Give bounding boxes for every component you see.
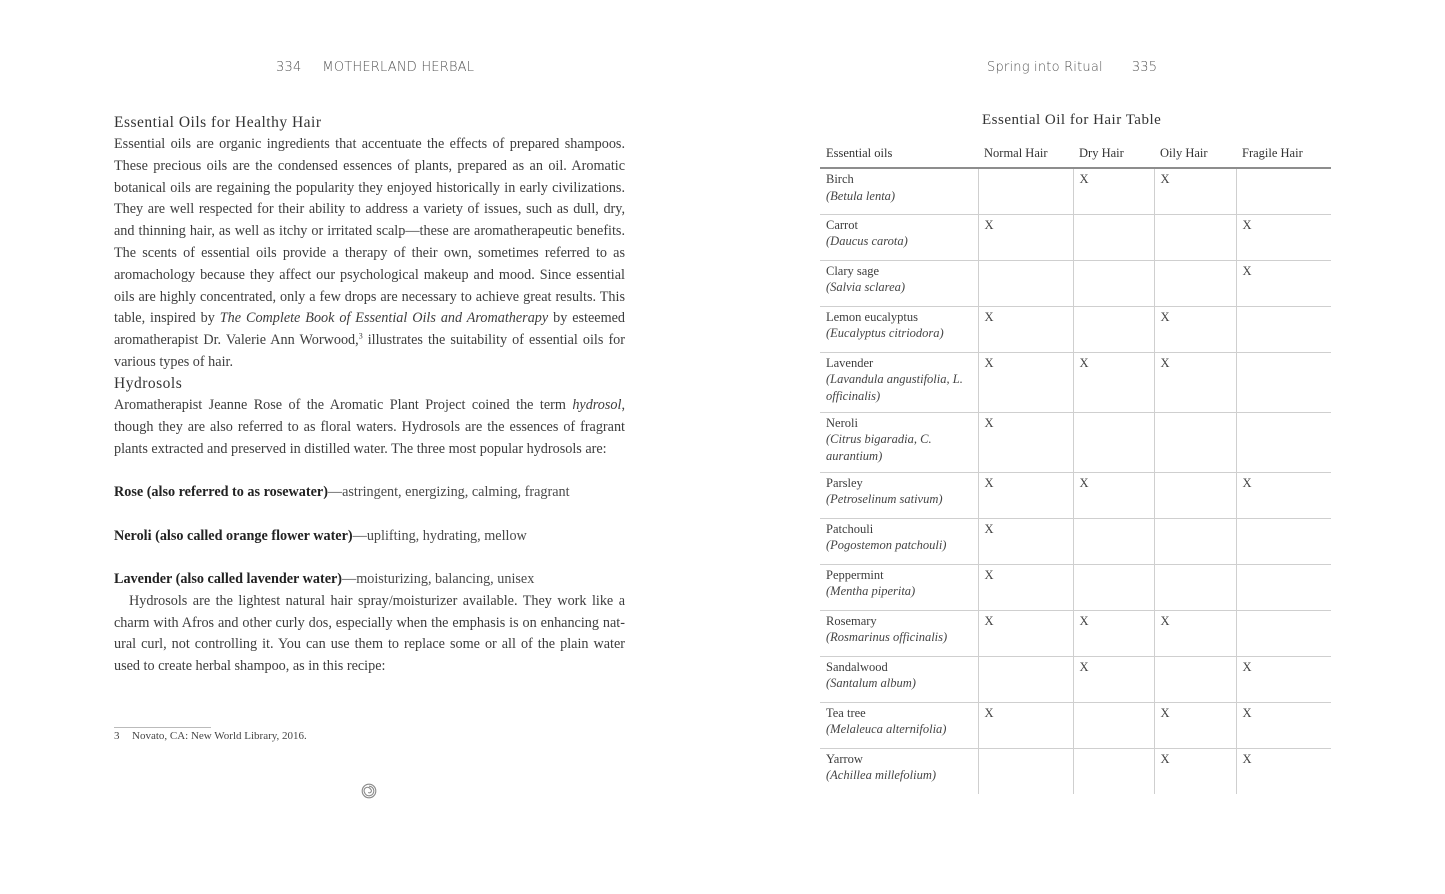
- oil-name: Lemon eucalyptus: [826, 309, 918, 324]
- normal-hair-cell: X: [978, 352, 1073, 412]
- oil-latin-name: (Daucus carota): [826, 234, 908, 248]
- normal-hair-cell: [978, 748, 1073, 794]
- oil-name: Parsley: [826, 475, 863, 490]
- fragile-hair-cell: [1236, 610, 1331, 656]
- hydrosol-name: Neroli (also called orange flower water): [114, 528, 353, 544]
- chapter-title: Spring into Ritual: [987, 60, 1103, 75]
- oily-hair-cell: [1154, 260, 1236, 306]
- normal-hair-cell: X: [978, 564, 1073, 610]
- footnote-text: Novato, CA: New World Library, 2016.: [132, 730, 307, 742]
- oil-name: Birch: [826, 172, 854, 186]
- dry-hair-cell: [1073, 412, 1154, 472]
- table-row: [820, 610, 1331, 656]
- hydrosol-list-item: [114, 482, 625, 504]
- table-row: [820, 748, 1331, 794]
- oily-hair-cell: X: [1154, 610, 1236, 656]
- table-title: Essential Oil for Hair Table: [982, 112, 1162, 128]
- hydrosol-item-rose: [114, 482, 625, 504]
- dry-hair-cell: [1073, 260, 1154, 306]
- page-number: 334: [276, 60, 302, 75]
- paragraph-text: , though they are also referred to as floral waters. Hydrosols are the essences of fragrant plants extracted and preserved in distilled water. The three most popular hydrosols are:: [114, 397, 625, 457]
- dry-hair-cell: [1073, 214, 1154, 260]
- fragile-hair-cell: [1236, 564, 1331, 610]
- oil-name: Clary sage: [826, 263, 880, 278]
- table-row: [820, 352, 1331, 412]
- oil-latin-name: (Salvia sclarea): [826, 280, 906, 294]
- oil-latin-name: (Melaleuca alternifolia): [826, 722, 947, 736]
- hydrosol-name: Rose (also referred to as rosewater): [114, 484, 328, 500]
- dry-hair-cell: [1073, 518, 1154, 564]
- footnote-number: 3: [114, 730, 120, 742]
- footnote: [114, 730, 307, 742]
- table-row: [820, 518, 1331, 564]
- oil-latin-name: (Achillea millefolium): [826, 768, 937, 782]
- oil-cell: [820, 306, 978, 352]
- table-row: [820, 260, 1331, 306]
- hydrosols-closing-paragraph: [114, 591, 625, 678]
- hydrosol-list-item: [114, 569, 625, 591]
- fragile-hair-cell: X: [1236, 214, 1331, 260]
- fragile-hair-cell: X: [1236, 748, 1331, 794]
- footnote-reference[interactable]: 3: [358, 331, 363, 341]
- dry-hair-cell: [1073, 702, 1154, 748]
- dry-hair-cell: [1073, 748, 1154, 794]
- oil-name: Neroli: [826, 415, 858, 430]
- table-row: [820, 656, 1331, 702]
- normal-hair-cell: X: [978, 306, 1073, 352]
- oily-hair-cell: [1154, 472, 1236, 518]
- hydrosol-description: —astringent, energizing, calming, fragrant: [327, 484, 570, 500]
- paragraph-text: Hydrosols are the lightest natural hair spray/moisturizer available. They work like a charm with Afros and other curly dos, especially when the emphasis is on enhancing natural curl, not controlling it. You can use them to replace some or all of the plain water used to create herbal shampoo, as in this recipe:: [114, 592, 625, 675]
- hydrosols-intro: [114, 395, 625, 460]
- oil-latin-name: (Santalum album): [826, 676, 916, 690]
- fragile-hair-cell: X: [1236, 702, 1331, 748]
- normal-hair-cell: X: [978, 610, 1073, 656]
- book-reference: The Complete Book of Essential Oils and Aromatherapy: [219, 310, 549, 327]
- fragile-hair-cell: X: [1236, 472, 1331, 518]
- right-page: [722, 0, 1445, 894]
- fragile-hair-cell: [1236, 306, 1331, 352]
- oil-name: Rosemary: [826, 613, 877, 628]
- section-title: Hydrosols: [114, 375, 183, 392]
- column-header-fragile-hair: Fragile Hair: [1236, 143, 1331, 168]
- oily-hair-cell: X: [1154, 306, 1236, 352]
- fragile-hair-cell: X: [1236, 260, 1331, 306]
- book-title: MOTHERLAND HERBAL: [322, 60, 475, 75]
- oil-name: Carrot: [826, 217, 858, 232]
- page-number: 335: [1131, 60, 1158, 75]
- fragile-hair-cell: [1236, 518, 1331, 564]
- oily-hair-cell: X: [1154, 168, 1236, 214]
- oil-name: Lavender: [826, 355, 874, 370]
- table-row: [820, 214, 1331, 260]
- oil-latin-name: (Eucalyptus citriodora): [826, 326, 944, 340]
- oil-name: Peppermint: [826, 567, 884, 582]
- normal-hair-cell: [978, 168, 1073, 214]
- oil-cell: [820, 412, 978, 472]
- normal-hair-cell: [978, 656, 1073, 702]
- oily-hair-cell: X: [1154, 702, 1236, 748]
- footnote-divider: [114, 727, 211, 728]
- section-essential-oils: [114, 112, 625, 374]
- oily-hair-cell: [1154, 518, 1236, 564]
- oil-latin-name: (Petroselinum sativum): [826, 492, 943, 506]
- oil-name: Tea tree: [826, 705, 866, 720]
- dry-hair-cell: X: [1073, 168, 1154, 214]
- oil-cell: [820, 472, 978, 518]
- column-header-dry-hair: Dry Hair: [1073, 143, 1154, 168]
- dry-hair-cell: X: [1073, 472, 1154, 518]
- paragraph-text: Aromatherapist Jeanne Rose of the Aromatic Plant Project coined the term: [114, 397, 573, 413]
- oily-hair-cell: [1154, 412, 1236, 472]
- hydrosol-description: —moisturizing, balancing, unisex: [342, 571, 535, 587]
- table-header-row: [820, 143, 1331, 168]
- hydrosol-list-item: [114, 526, 625, 548]
- oil-latin-name: (Betula lenta): [826, 188, 896, 203]
- table-row: [820, 472, 1331, 518]
- oily-hair-cell: [1154, 656, 1236, 702]
- normal-hair-cell: X: [978, 412, 1073, 472]
- hydrosol-description: —uplifting, hydrating, mellow: [352, 528, 527, 544]
- running-head-right: [987, 60, 1157, 75]
- fragile-hair-cell: [1236, 352, 1331, 412]
- oily-hair-cell: X: [1154, 748, 1236, 794]
- oil-name: Patchouli: [826, 521, 874, 536]
- oil-cell: [820, 214, 978, 260]
- oil-cell: [820, 168, 978, 214]
- column-header-normal-hair: Normal Hair: [978, 143, 1073, 168]
- table-row: [820, 168, 1331, 214]
- oil-cell: [820, 260, 978, 306]
- oil-cell: [820, 656, 978, 702]
- table-row: [820, 564, 1331, 610]
- dry-hair-cell: [1073, 306, 1154, 352]
- table-row: [820, 702, 1331, 748]
- dry-hair-cell: X: [1073, 352, 1154, 412]
- fragile-hair-cell: [1236, 412, 1331, 472]
- column-header-essential-oils: Essential oils: [820, 143, 978, 168]
- left-page: [0, 0, 722, 894]
- dry-hair-cell: X: [1073, 610, 1154, 656]
- normal-hair-cell: [978, 260, 1073, 306]
- normal-hair-cell: X: [978, 472, 1073, 518]
- oil-latin-name: (Pogostemon patchouli): [826, 538, 947, 552]
- oily-hair-cell: [1154, 214, 1236, 260]
- essential-oil-hair-table: [820, 143, 1331, 794]
- oil-cell: [820, 352, 978, 412]
- oil-name: Sandalwood: [826, 659, 888, 674]
- column-header-oily-hair: Oily Hair: [1154, 143, 1236, 168]
- paragraph-text: by esteemed aromatherapist Dr. Valerie Ann Worwood,: [114, 310, 626, 349]
- oil-cell: [820, 748, 978, 794]
- section-hydrosols: [114, 373, 625, 460]
- oily-hair-cell: X: [1154, 352, 1236, 412]
- term-hydrosol: hydrosol: [572, 397, 622, 413]
- dry-hair-cell: X: [1073, 656, 1154, 702]
- fragile-hair-cell: X: [1236, 656, 1331, 702]
- paragraph-text: illustrates the suitability of essential oils for various types of hair.: [114, 332, 625, 370]
- fragile-hair-cell: [1236, 168, 1331, 214]
- oil-latin-name: (Citrus bigaradia, C. aurantium): [826, 432, 932, 463]
- oil-name: Yarrow: [826, 751, 863, 766]
- oil-cell: [820, 564, 978, 610]
- oil-latin-name: (Rosmarinus officinalis): [826, 630, 948, 644]
- oily-hair-cell: [1154, 564, 1236, 610]
- oil-cell: [820, 518, 978, 564]
- oil-latin-name: (Lavandula angustifolia, L. officinalis): [826, 372, 963, 403]
- paragraph-text: Essential oils are organic ingredients that accentuate the effects of prepared shampoos. These precious oils are the condensed essences of plants, prepared as an oil. Aromatic botanical oils are regaining the popularity they enjoyed historically in early civilizations. They are well respected for their ability to address a variety of issues, such as dull, dry, and thinning hair, as well as itchy or irritated scalp—these are aromatherapeutic benefits. The scents of essential oils provide a therapy of their own, sometimes referred to as aromachology because they affect our psychological makeup and mood. Since essential oils are highly concentrated, only a few drops are necessary to achieve great results. This table, inspired by: [114, 136, 625, 327]
- dry-hair-cell: [1073, 564, 1154, 610]
- oil-cell: [820, 610, 978, 656]
- hydrosol-name: Lavender (also called lavender water): [114, 571, 343, 587]
- oil-cell: [820, 702, 978, 748]
- oil-latin-name: (Mentha piperita): [826, 584, 916, 598]
- normal-hair-cell: X: [978, 518, 1073, 564]
- hydrosol-item-neroli: [114, 526, 625, 548]
- running-head-left: [276, 60, 474, 75]
- normal-hair-cell: X: [978, 702, 1073, 748]
- section-title: Essential Oils for Healthy Hair: [114, 114, 322, 131]
- essential-oils-paragraph: [114, 134, 625, 374]
- normal-hair-cell: X: [978, 214, 1073, 260]
- table-row: [820, 306, 1331, 352]
- spiral-ornament-icon: [361, 783, 377, 799]
- table-row: [820, 412, 1331, 472]
- hydrosol-item-lavender: [114, 569, 625, 678]
